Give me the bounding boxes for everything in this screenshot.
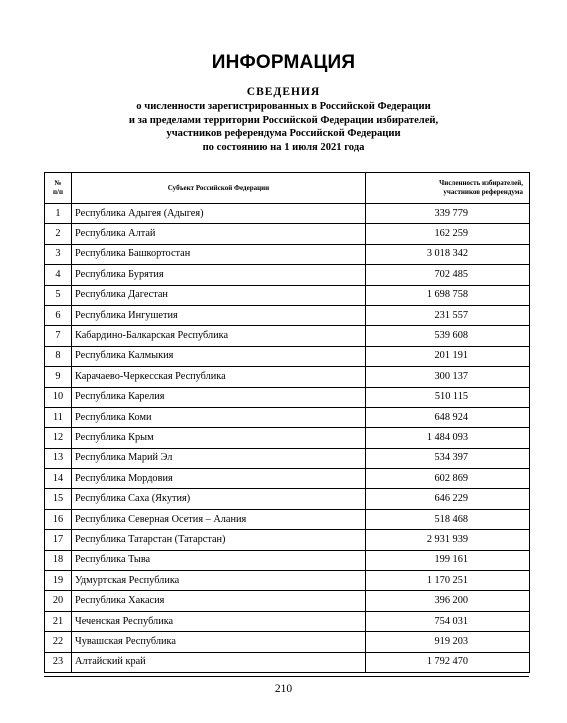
subject-name: Республика Бурятия xyxy=(72,265,366,285)
header-voter-count xyxy=(366,173,530,204)
voter-count: 646 229 xyxy=(366,489,530,509)
subject-name: Республика Карелия xyxy=(72,387,366,407)
table-row xyxy=(45,591,530,611)
voter-count: 3 018 342 xyxy=(366,244,530,264)
row-number: 22 xyxy=(45,632,72,652)
voter-count: 231 557 xyxy=(366,305,530,325)
description-line: о численности зарегистрированных в Российской Федерации xyxy=(136,101,431,112)
row-number: 15 xyxy=(45,489,72,509)
table-row xyxy=(45,571,530,591)
subject-name: Республика Коми xyxy=(72,407,366,427)
description-line: по состоянию на 1 июля 2021 года xyxy=(202,141,365,153)
row-number: 13 xyxy=(45,448,72,468)
table-row xyxy=(45,305,530,325)
subject-name: Республика Башкортостан xyxy=(72,244,366,264)
subject-name: Республика Алтай xyxy=(72,224,366,244)
subject-name: Республика Северная Осетия – Алания xyxy=(72,509,366,529)
table-row xyxy=(45,265,530,285)
table-row xyxy=(45,509,530,529)
subject-name: Чувашская Республика xyxy=(72,632,366,652)
page-title: ИНФОРМАЦИЯ xyxy=(211,52,356,73)
voter-count: 199 161 xyxy=(366,550,530,570)
table-row xyxy=(45,387,530,407)
voter-count: 2 931 939 xyxy=(366,530,530,550)
subject-name: Республика Ингушетия xyxy=(72,305,366,325)
table-row xyxy=(45,530,530,550)
voter-count: 702 485 xyxy=(366,265,530,285)
subject-name: Республика Тыва xyxy=(72,550,366,570)
voter-count: 518 468 xyxy=(366,509,530,529)
header-number-line: № xyxy=(54,179,62,187)
table-row xyxy=(45,285,530,305)
description xyxy=(60,100,507,154)
subject-name: Удмуртская Республика xyxy=(72,571,366,591)
voter-count: 602 869 xyxy=(366,469,530,489)
subject-name: Республика Крым xyxy=(72,428,366,448)
voter-count: 919 203 xyxy=(366,632,530,652)
subject-name: Карачаево-Черкесская Республика xyxy=(72,367,366,387)
row-number: 5 xyxy=(45,285,72,305)
voters-table xyxy=(44,172,530,673)
row-number: 1 xyxy=(45,204,72,224)
row-number: 6 xyxy=(45,305,72,325)
table-row xyxy=(45,407,530,427)
header-number-line: п/п xyxy=(52,188,63,196)
voter-count: 534 397 xyxy=(366,448,530,468)
voter-count: 339 779 xyxy=(366,204,530,224)
page-number: 210 xyxy=(274,683,293,695)
subject-name: Республика Калмыкия xyxy=(72,346,366,366)
voter-count: 1 484 093 xyxy=(366,428,530,448)
voter-count: 396 200 xyxy=(366,591,530,611)
table-row xyxy=(45,489,530,509)
voter-count: 754 031 xyxy=(366,611,530,631)
footer-rule xyxy=(44,676,529,677)
table-row xyxy=(45,550,530,570)
header-count-line: Численность избирателей, xyxy=(439,179,523,187)
row-number: 16 xyxy=(45,509,72,529)
voter-count: 300 137 xyxy=(366,367,530,387)
header-number xyxy=(45,173,72,204)
row-number: 17 xyxy=(45,530,72,550)
table-row xyxy=(45,652,530,672)
subject-name: Республика Мордовия xyxy=(72,469,366,489)
header-subject: Субъект Российской Федерации xyxy=(72,173,366,204)
table-row xyxy=(45,469,530,489)
table-row xyxy=(45,611,530,631)
voter-count: 1 170 251 xyxy=(366,571,530,591)
table-body xyxy=(45,204,530,673)
table-row xyxy=(45,326,530,346)
row-number: 10 xyxy=(45,387,72,407)
table-row xyxy=(45,346,530,366)
header-count-line: участников референдума xyxy=(443,188,523,196)
voter-count: 539 608 xyxy=(366,326,530,346)
voter-count: 510 115 xyxy=(366,387,530,407)
voter-count: 162 259 xyxy=(366,224,530,244)
row-number: 7 xyxy=(45,326,72,346)
description-line: участников референдума Российской Федерации xyxy=(166,128,401,140)
row-number: 11 xyxy=(45,407,72,427)
table-row xyxy=(45,224,530,244)
voter-count: 1 698 758 xyxy=(366,285,530,305)
subject-name: Кабардино-Балкарская Республика xyxy=(72,326,366,346)
subject-name: Алтайский край xyxy=(72,652,366,672)
voter-count: 201 191 xyxy=(366,346,530,366)
subject-name: Республика Хакасия xyxy=(72,591,366,611)
subject-name: Республика Марий Эл xyxy=(72,448,366,468)
row-number: 12 xyxy=(45,428,72,448)
table-row xyxy=(45,448,530,468)
row-number: 3 xyxy=(45,244,72,264)
subject-name: Республика Дагестан xyxy=(72,285,366,305)
row-number: 8 xyxy=(45,346,72,366)
description-line: и за пределами территории Российской Федерации избирателей, xyxy=(128,114,439,126)
row-number: 2 xyxy=(45,224,72,244)
table-row xyxy=(45,367,530,387)
table-row xyxy=(45,428,530,448)
table-header-row xyxy=(45,173,530,204)
subject-name: Республика Татарстан (Татарстан) xyxy=(72,530,366,550)
row-number: 20 xyxy=(45,591,72,611)
row-number: 9 xyxy=(45,367,72,387)
subject-name: Республика Саха (Якутия) xyxy=(72,489,366,509)
table-row xyxy=(45,244,530,264)
row-number: 19 xyxy=(45,571,72,591)
row-number: 18 xyxy=(45,550,72,570)
row-number: 4 xyxy=(45,265,72,285)
subject-name: Чеченская Республика xyxy=(72,611,366,631)
table-row xyxy=(45,204,530,224)
table-row xyxy=(45,632,530,652)
subject-name: Республика Адыгея (Адыгея) xyxy=(72,204,366,224)
voter-count: 1 792 470 xyxy=(366,652,530,672)
row-number: 14 xyxy=(45,469,72,489)
section-subtitle: СВЕДЕНИЯ xyxy=(246,86,321,98)
row-number: 23 xyxy=(45,652,72,672)
row-number: 21 xyxy=(45,611,72,631)
voter-count: 648 924 xyxy=(366,407,530,427)
